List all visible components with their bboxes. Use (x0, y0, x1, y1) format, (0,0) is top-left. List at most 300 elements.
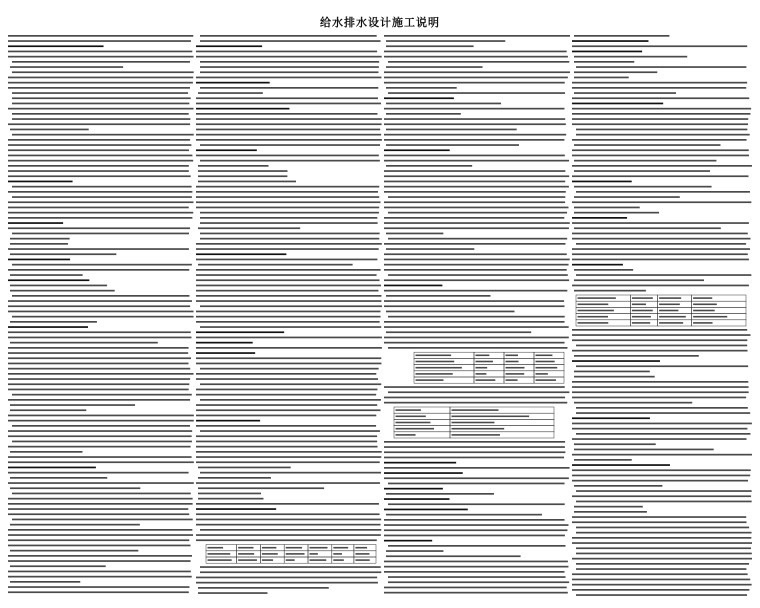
text-line (384, 529, 567, 531)
text-line (198, 92, 263, 94)
text-line (572, 480, 748, 482)
text-line (8, 259, 70, 261)
text-line (10, 253, 116, 255)
text-line (384, 118, 565, 120)
text-line (384, 592, 568, 594)
text-line (8, 591, 189, 593)
text-line (384, 201, 565, 203)
text-line (386, 514, 542, 516)
text-line (196, 248, 379, 250)
text-line (572, 181, 632, 183)
text-line (576, 527, 749, 529)
text-line (196, 300, 381, 302)
spec-table (206, 545, 376, 564)
text-line (8, 326, 88, 328)
text-line (198, 498, 263, 500)
text-line (196, 290, 378, 292)
text-line (8, 446, 191, 448)
text-line (10, 342, 158, 344)
text-line (200, 529, 381, 531)
text-line (196, 149, 257, 151)
text-line (384, 82, 565, 84)
text-line (12, 425, 190, 427)
text-line (8, 513, 189, 515)
text-line (8, 383, 189, 385)
text-line (200, 238, 379, 240)
text-line (572, 573, 748, 575)
text-line (572, 253, 748, 255)
spec-table (394, 407, 554, 438)
text-line (576, 407, 748, 409)
text-line (574, 144, 720, 146)
text-line (196, 331, 284, 333)
text-line (12, 134, 194, 136)
notes-column-4 (572, 34, 752, 600)
text-line (574, 186, 712, 188)
text-line (572, 264, 623, 266)
text-line (196, 243, 382, 245)
text-line (574, 269, 633, 271)
text-line (388, 61, 569, 63)
text-line (196, 451, 382, 453)
text-line (8, 207, 189, 209)
text-line (572, 537, 751, 539)
text-line (388, 483, 565, 485)
text-line (384, 524, 568, 526)
text-line (572, 238, 751, 240)
text-line (196, 103, 381, 105)
text-line (572, 123, 748, 125)
text-line (8, 545, 190, 547)
text-line (384, 217, 564, 219)
text-line (572, 175, 748, 177)
text-line (576, 191, 750, 193)
text-line (196, 337, 382, 339)
text-line (196, 82, 270, 84)
text-line (576, 490, 752, 492)
text-line (384, 571, 564, 573)
text-line (8, 222, 63, 224)
notes-area (8, 34, 752, 600)
text-line (12, 493, 191, 495)
text-line (572, 45, 747, 47)
text-line (200, 61, 379, 63)
text-line (12, 519, 193, 521)
text-line (384, 181, 565, 183)
text-line (572, 248, 750, 250)
text-line (8, 508, 188, 510)
text-line (574, 402, 692, 404)
text-line (572, 589, 749, 591)
text-line (12, 264, 192, 266)
text-line (576, 501, 752, 503)
text-line (196, 524, 381, 526)
text-line (384, 155, 565, 157)
text-line (200, 66, 379, 68)
text-line (8, 139, 190, 141)
text-line (200, 40, 381, 42)
text-line (196, 186, 379, 188)
text-line (196, 279, 380, 281)
text-line (12, 316, 194, 318)
text-line (384, 535, 565, 537)
text-line (12, 97, 191, 99)
text-line (574, 212, 659, 214)
text-line (200, 472, 381, 474)
text-line (12, 394, 192, 396)
text-line (386, 113, 461, 115)
text-line (572, 521, 747, 523)
text-line (384, 498, 449, 500)
text-line (572, 339, 747, 341)
text-line (384, 305, 565, 307)
text-line (384, 540, 432, 542)
text-line (198, 170, 287, 172)
text-line (386, 311, 514, 313)
text-line (8, 560, 191, 562)
text-line (384, 71, 570, 73)
text-line (196, 129, 380, 131)
text-line (200, 222, 378, 224)
text-line (572, 417, 650, 419)
text-line (196, 582, 378, 584)
text-line (576, 553, 752, 555)
text-line (572, 438, 747, 440)
text-line (572, 454, 752, 456)
text-line (574, 71, 657, 73)
text-line (8, 217, 192, 219)
text-line (196, 352, 255, 354)
text-line (8, 144, 191, 146)
text-line (196, 196, 379, 198)
text-line (576, 66, 746, 68)
text-line (574, 207, 640, 209)
text-line (196, 534, 381, 536)
text-line (384, 509, 468, 511)
text-line (574, 196, 680, 198)
text-line (384, 264, 569, 266)
text-line (10, 285, 107, 287)
text-line (198, 175, 287, 177)
text-line (8, 227, 190, 229)
text-line (8, 248, 189, 250)
text-line (572, 579, 750, 581)
text-line (384, 566, 568, 568)
text-line (388, 238, 567, 240)
text-line (198, 227, 300, 229)
text-line (574, 35, 669, 37)
text-line (384, 300, 564, 302)
text-line (196, 435, 377, 437)
text-line (384, 259, 570, 261)
text-line (196, 420, 260, 422)
text-line (384, 134, 566, 136)
text-line (200, 160, 380, 162)
text-line (198, 587, 329, 589)
text-line (384, 342, 565, 344)
text-line (384, 321, 565, 323)
text-line (200, 217, 377, 219)
text-line (8, 181, 73, 183)
text-line (8, 357, 191, 359)
text-line (200, 233, 380, 235)
greeked-text-block (572, 34, 752, 600)
text-line (572, 386, 749, 388)
text-line (198, 264, 353, 266)
text-line (384, 462, 456, 464)
text-line (200, 430, 380, 432)
text-line (384, 108, 564, 110)
text-line (574, 371, 650, 373)
text-line (8, 212, 193, 214)
text-line (198, 493, 261, 495)
text-line (8, 191, 192, 193)
text-line (8, 269, 189, 271)
text-line (8, 368, 190, 370)
notes-column-2 (196, 34, 382, 600)
text-line (384, 123, 566, 125)
text-line (200, 212, 379, 214)
text-line (384, 227, 569, 229)
text-line (8, 555, 192, 557)
text-line (384, 51, 567, 53)
text-line (196, 342, 253, 344)
text-line (8, 482, 194, 484)
text-line (572, 97, 749, 99)
text-line (196, 274, 377, 276)
text-line (572, 108, 751, 110)
text-line (576, 274, 751, 276)
text-line (388, 576, 566, 578)
text-line (384, 279, 569, 281)
text-line (196, 539, 377, 541)
text-line (8, 503, 193, 505)
text-line (200, 571, 381, 573)
text-line (196, 285, 381, 287)
text-line (384, 397, 565, 399)
text-line (384, 561, 568, 563)
text-line (384, 175, 569, 177)
text-line (196, 134, 381, 136)
text-line (576, 134, 750, 136)
text-line (10, 243, 68, 245)
text-line (8, 165, 189, 167)
text-line (8, 149, 189, 151)
text-line (10, 129, 89, 131)
text-line (384, 139, 564, 141)
text-line (196, 155, 379, 157)
text-line (196, 357, 381, 359)
text-line (388, 212, 567, 214)
text-line (10, 524, 140, 526)
text-line (8, 160, 193, 162)
text-line (384, 285, 442, 287)
text-line (384, 170, 565, 172)
text-line (384, 451, 565, 453)
text-line (10, 550, 138, 552)
text-line (10, 581, 80, 583)
text-line (196, 347, 382, 349)
text-line (8, 305, 190, 307)
text-line (198, 467, 291, 469)
text-line (12, 103, 189, 105)
text-line (572, 464, 670, 466)
text-line (576, 433, 750, 435)
text-line (196, 123, 382, 125)
text-line (572, 233, 748, 235)
text-line (572, 475, 750, 477)
text-line (196, 97, 378, 99)
text-line (8, 45, 104, 47)
text-line (198, 487, 324, 489)
page-title: 给水排水设计施工说明 (320, 16, 440, 29)
text-line (8, 498, 193, 500)
text-line (572, 217, 627, 219)
text-line (12, 186, 192, 188)
text-line (196, 503, 379, 505)
text-line (8, 337, 191, 339)
text-line (8, 201, 193, 203)
greeked-text-block (8, 34, 194, 600)
text-line (384, 519, 565, 521)
text-line (196, 207, 379, 209)
text-line (196, 409, 381, 411)
text-line (8, 467, 96, 469)
text-line (196, 311, 381, 313)
text-line (8, 586, 189, 588)
spec-table (576, 295, 746, 326)
text-line (384, 587, 567, 589)
text-line (388, 545, 565, 547)
text-line (12, 113, 189, 115)
text-line (10, 565, 106, 567)
text-line (386, 295, 490, 297)
text-line (386, 40, 505, 42)
text-line (574, 61, 634, 63)
text-line (200, 35, 377, 37)
text-line (384, 97, 454, 99)
text-line (574, 376, 655, 378)
text-line (574, 459, 632, 461)
text-line (196, 269, 381, 271)
text-line (10, 66, 123, 68)
text-line (8, 108, 194, 110)
text-line (572, 285, 749, 287)
text-line (8, 279, 89, 281)
text-line (8, 155, 192, 157)
notes-column-1 (8, 34, 194, 600)
text-line (576, 594, 747, 596)
text-line (574, 170, 710, 172)
text-line (196, 378, 378, 380)
text-line (384, 488, 443, 490)
text-line (198, 165, 269, 167)
text-line (576, 345, 747, 347)
text-line (196, 441, 377, 443)
text-line (388, 503, 565, 505)
text-line (386, 87, 457, 89)
text-line (200, 326, 381, 328)
text-line (10, 290, 115, 292)
text-line (200, 566, 381, 568)
text-line (386, 233, 443, 235)
text-line (572, 350, 748, 352)
text-line (574, 511, 647, 513)
text-line (8, 529, 192, 531)
text-line (12, 441, 192, 443)
text-line (576, 563, 749, 565)
text-line (572, 516, 746, 518)
text-line (196, 482, 380, 484)
text-line (386, 493, 494, 495)
text-line (384, 207, 568, 209)
text-line (572, 469, 751, 471)
text-line (8, 415, 194, 417)
text-line (574, 279, 704, 281)
text-line (572, 113, 750, 115)
text-line (572, 201, 751, 203)
text-line (196, 253, 286, 255)
text-line (198, 477, 271, 479)
text-line (574, 506, 643, 508)
text-line (384, 290, 567, 292)
text-line (196, 363, 381, 365)
text-line (576, 365, 748, 367)
text-line (196, 461, 380, 463)
text-line (8, 175, 191, 177)
text-line (576, 532, 752, 534)
text-line (384, 191, 566, 193)
text-line (574, 77, 629, 79)
text-line (196, 446, 378, 448)
greeked-text-block (384, 34, 570, 600)
text-line (8, 456, 192, 458)
text-line (8, 77, 193, 79)
text-line (384, 446, 565, 448)
text-line (388, 347, 567, 349)
text-line (196, 373, 376, 375)
text-line (8, 352, 188, 354)
text-line (8, 389, 189, 391)
text-line (196, 118, 382, 120)
text-line (572, 259, 749, 261)
text-line (196, 108, 289, 110)
text-line (8, 347, 189, 349)
text-line (388, 274, 568, 276)
text-line (388, 92, 565, 94)
text-line (384, 222, 570, 224)
text-line (8, 576, 192, 578)
text-line (386, 331, 531, 333)
text-line (8, 378, 190, 380)
text-line (572, 51, 642, 53)
text-line (10, 451, 82, 453)
text-line (196, 45, 262, 47)
text-line (200, 144, 380, 146)
text-line (572, 428, 747, 430)
text-line (196, 415, 376, 417)
text-line (574, 449, 714, 451)
notes-column-3 (384, 34, 570, 600)
text-line (384, 269, 567, 271)
text-line (196, 77, 381, 79)
text-line (10, 404, 135, 406)
text-line (572, 139, 747, 141)
text-line (572, 149, 749, 151)
text-line (200, 87, 378, 89)
text-line (8, 300, 192, 302)
text-line (196, 577, 377, 579)
